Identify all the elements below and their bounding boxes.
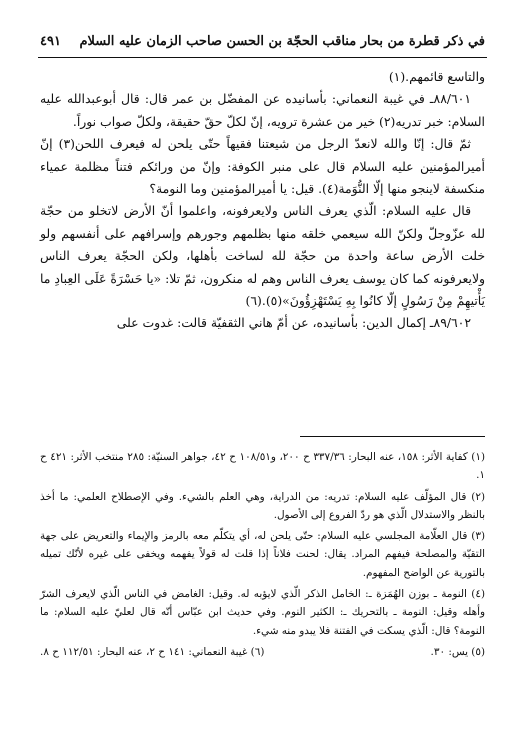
footnote-5: (٥) يس: ٣٠.: [430, 645, 485, 658]
footnotes: [40, 448, 485, 661]
header-divider: [38, 57, 487, 58]
hadith-601: ٨٨/٦٠١ـ في غيبة النعماني: بأسانيده عن المفضّل بن عمر قال: قال أبوعبدالله عليه السلام: خبر تدريه(٢) خير من عشرة ترويه، إنّ لكلّ حقّ حقيقة، ولكلّ صواب نوراً.: [40, 91, 485, 129]
running-title: في ذكر قطرة من بحار مناقب الحجّة بن الحسن صاحب الزمان عليه السلام: [79, 34, 485, 49]
footnote-divider: [300, 436, 485, 437]
main-text: [40, 66, 485, 335]
footnote-4: (٤) النومة ـ بوزن الهُمَزة ـ: الخامل الذكر الّذي لايؤبه له. وقيل: الغامض في الناس الّذي لايعرف الشرّ وأهله وقيل: النومة ـ بالتحريك ـ: الكثير النوم. وفي حديث ابن عبّاس أنّه قال لعليّ عليه السلام: ما النومة؟ قال: الّذي يسكت في الفتنة فلا يبدو منه شيء.: [40, 588, 485, 637]
footnote-2: (٢) قال المؤلّف عليه السلام: تدريه: من الدراية، وهي العلم بالشيء. وفي الإصطلاح العلمي: ما أخذ بالنظر والاستدلال الّذي هو ردّ الفروع إلى الأصول.: [40, 490, 485, 521]
hadith-602: ٨٩/٦٠٢ـ إكمال الدين: بأسانيده، عن أمّ هاني الثقفيّة قالت: غدوت على: [116, 315, 471, 331]
paragraph-hujja: قال عليه السلام: الّذي يعرف الناس ولايعرفونه، واعلموا أنّ الأرض لاتخلو من حجّة لله عزّوجلّ ولكنّ الله سيعمي خلقه منها بظلمهم وجورهم وإسرافهم على أنفسهم ولو خلت الأرض ساعة واحدة من حجّة لله لساخت بأهلها، ولكن الحجّة يعرف الناس ولايعرفونه كما كان يوسف يعرف الناس وهم له منكرون، ثمّ تلا: «يا حَسْرَةً عَلَى العِبادِ ما يَأْتيهِمْ مِنْ رَسُولٍ إلّا كانُوا بِهِ يَسْتَهْزِؤُونَ»(٥).(٦): [40, 203, 485, 309]
footnote-6: (٦) غيبة النعماني: ١٤١ ح ٢، عنه البحار: ١١٢/٥١ ح ٨.: [40, 645, 265, 658]
footnote-3: (٣) قال العلّامة المجلسي عليه السلام: حتّى يلحن له، أي يتكلّم معه بالرمز والإيماء والتعريض على جهة التقيّة والمصلحة فيفهم المراد. يقال: لحنت فلاناً إذا قلت له قولاً يفهمه ويخفى على غيره لأنّك تميله بالتورية عن الواضح المفهوم.: [40, 530, 485, 579]
page-number: ٤٩١: [40, 34, 61, 49]
paragraph-lahn: ثمّ قال: إنّا والله لانعدّ الرجل من شيعتنا فقيهاً حتّى يلحن له فيعرف اللحن(٣) إنّ أميرالمؤمنين عليه السلام قال على منبر الكوفة: وإنّ من ورائكم فتناً مظلمة عمياء منكسفة لاينجو منها إلّا النُّوَمة(٤). قيل: يا أميرالمؤمنين وما النومة؟: [40, 136, 485, 197]
footnote-row-5-6: [40, 643, 485, 661]
paragraph-continuation: والتاسع قائمهم.(١): [388, 69, 485, 84]
page-header: [40, 34, 485, 50]
footnote-1: (١) كفاية الأثر: ١٥٨، عنه البحار: ٣٣٧/٣٦ ح ٢٠٠، و١٠٨/٥١ ح ٤٢، جواهر السنيّة: ٢٨٥ منتخب الأثر: ٤٢١ ح ١.: [40, 451, 485, 482]
